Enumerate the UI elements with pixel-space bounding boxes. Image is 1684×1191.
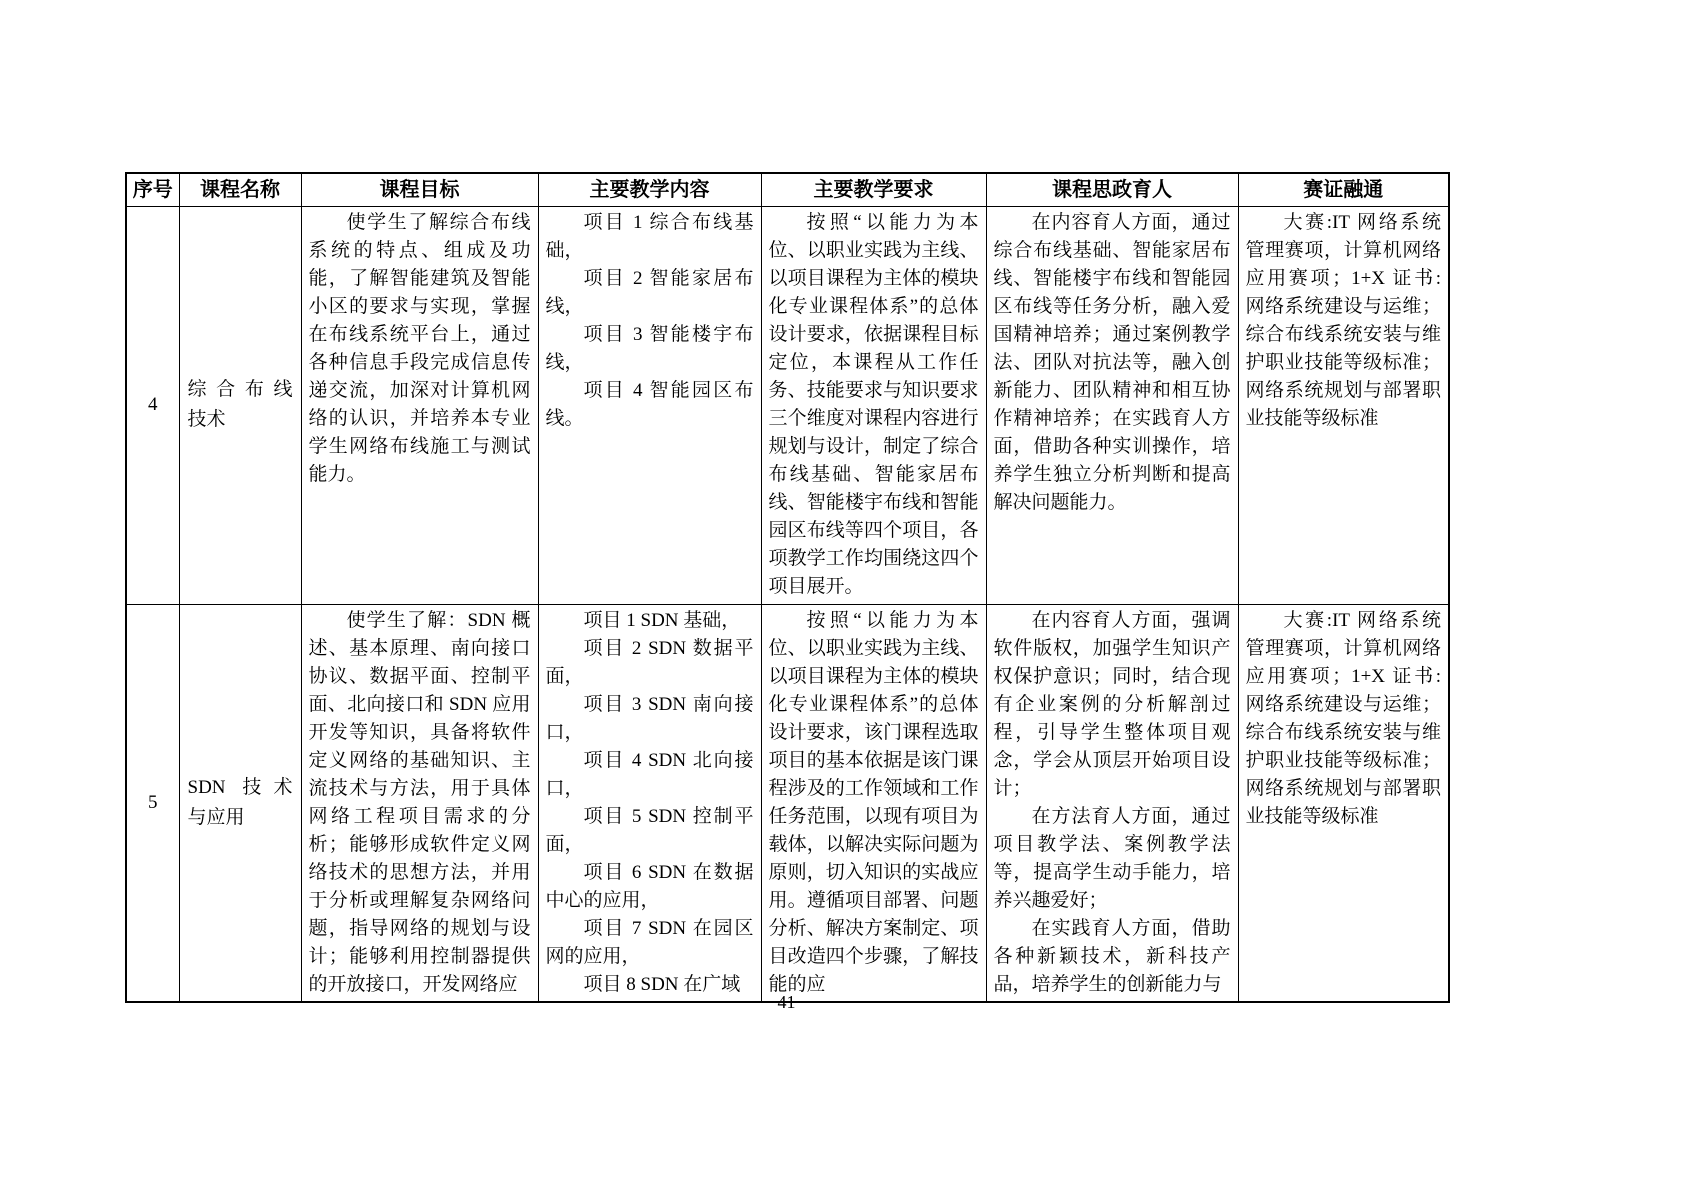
table-row-course-4 bbox=[126, 206, 1449, 604]
cell-teaching-content bbox=[538, 604, 761, 1002]
col-header-no: 序号 bbox=[126, 173, 179, 206]
cell-teaching-requirements bbox=[761, 604, 986, 1002]
cell-ideology-education bbox=[986, 206, 1238, 604]
paragraph: 大赛:IT 网络系统管理赛项，计算机网络应用赛项；1+X 证书:网络系统建设与运维；综合布线系统安装与维护职业技能等级标准；网络系统规划与部署职业技能等级标准 bbox=[1245, 609, 1441, 827]
cell-course-name bbox=[179, 206, 301, 604]
cell-objectives bbox=[301, 604, 538, 1002]
paragraph: 项目 3 SDN 南向接口， bbox=[545, 693, 754, 743]
course-name-line: 与应用 bbox=[187, 806, 245, 828]
cell-ideology-education bbox=[986, 604, 1238, 1002]
paragraph: 项目 4 SDN 北向接口， bbox=[545, 749, 754, 799]
paragraph: 项目 7 SDN 在园区网的应用， bbox=[545, 917, 754, 967]
paragraph: 在实践育人方面，借助各种新颖技术，新科技产品，培养学生的创新能力与 bbox=[993, 917, 1231, 995]
paragraph: 项目 1 SDN 基础， bbox=[583, 609, 741, 631]
paragraph: 在内容育人方面，通过综合布线基础、智能家居布线、智能楼宇布线和智能园区布线等任务分析，融入爱国精神培养；通过案例教学法、团队对抗法等，融入创新能力、团队精神和相互协作精神培养；在实践育人方面，借助各种实训操作，培养学生独立分析判断和提高解决问题能力。 bbox=[993, 211, 1231, 513]
paragraph: 项目 6 SDN 在数据中心的应用， bbox=[545, 861, 754, 911]
paragraph: 大赛:IT 网络系统管理赛项，计算机网络应用赛项；1+X 证书:网络系统建设与运维；综合布线系统安装与维护职业技能等级标准；网络系统规划与部署职业技能等级标准 bbox=[1245, 211, 1441, 429]
col-header-certification: 赛证融通 bbox=[1238, 173, 1449, 206]
cell-certification bbox=[1238, 604, 1449, 1002]
col-header-teaching-requirements: 主要教学要求 bbox=[761, 173, 986, 206]
paragraph: 按照“以能力为本位、以职业实践为主线、以项目课程为主体的模块化专业课程体系”的总体设计要求，依据课程目标定位，本课程从工作任务、技能要求与知识要求三个维度对课程内容进行规划与设计，制定了综合布线基础、智能家居布线、智能楼宇布线和智能园区布线等四个项目，各项教学工作均围绕这四个项目展开。 bbox=[768, 211, 979, 597]
paragraph: 项目 1 综合布线基础， bbox=[545, 211, 754, 261]
paragraph: 项目 2 智能家居布线， bbox=[545, 267, 754, 317]
paragraph: 项目 4 智能园区布线。 bbox=[545, 379, 754, 429]
cell-no: 4 bbox=[126, 206, 179, 604]
course-name-line: 综合布线 bbox=[187, 379, 293, 400]
paragraph: 使学生了解综合布线系统的特点、组成及功能，了解智能建筑及智能小区的要求与实现，掌握在布线系统平台上，通过各种信息手段完成信息传递交流，加深对计算机网络的认识，并培养本专业学生网络布线施工与测试能力。 bbox=[308, 211, 531, 485]
cell-objectives bbox=[301, 206, 538, 604]
cell-teaching-requirements bbox=[761, 206, 986, 604]
paragraph: 项目 3 智能楼宇布线， bbox=[545, 323, 754, 373]
course-table bbox=[125, 172, 1450, 1003]
cell-teaching-content bbox=[538, 206, 761, 604]
col-header-ideology-education: 课程思政育人 bbox=[986, 173, 1238, 206]
paragraph: 项目 5 SDN 控制平面， bbox=[545, 805, 754, 855]
course-name-line: 技术 bbox=[187, 409, 226, 430]
cell-course-name bbox=[179, 604, 301, 1002]
paragraph: 项目 2 SDN 数据平面， bbox=[545, 637, 754, 687]
col-header-teaching-content: 主要教学内容 bbox=[538, 173, 761, 206]
col-header-course-name: 课程名称 bbox=[179, 173, 301, 206]
course-name-line: SDN 技术 bbox=[187, 776, 293, 798]
cell-no: 5 bbox=[126, 604, 179, 1002]
col-header-objectives: 课程目标 bbox=[301, 173, 538, 206]
table-row-course-5 bbox=[126, 604, 1449, 1002]
paragraph: 按照“以能力为本位、以职业实践为主线、以项目课程为主体的模块化专业课程体系”的总体设计要求，该门课程选取项目的基本依据是该门课程涉及的工作领域和工作任务范围，以现有项目为载体，以解决实际问题为原则，切入知识的实战应用。遵循项目部署、问题分析、解决方案制定、项目改造四个步骤，了解技能的应 bbox=[768, 609, 979, 995]
paragraph: 在内容育人方面，强调软件版权，加强学生知识产权保护意识；同时，结合现有企业案例的分析解剖过程，引导学生整体项目观念，学会从顶层开始项目设计； bbox=[993, 609, 1231, 799]
paragraph: 使学生了解：SDN 概述、基本原理、南向接口协议、数据平面、控制平面、北向接口和 SDN 应用开发等知识，具备将软件定义网络的基础知识、主流技术与方法，用于具体网络工程项目需求的分析；能够形成软件定义网络技术的思想方法，并用于分析或理解复杂网络问题，指导网络的规划与设计；能够利用控制器提供的开放接口，开发网络应 bbox=[308, 609, 531, 995]
cell-certification bbox=[1238, 206, 1449, 604]
header-row bbox=[126, 173, 1449, 206]
paragraph: 在方法育人方面，通过项目教学法、案例教学法等，提高学生动手能力，培养兴趣爱好； bbox=[993, 805, 1231, 911]
paragraph: 项目 8 SDN 在广域 bbox=[583, 973, 741, 995]
page-number: 41 bbox=[777, 992, 796, 1012]
